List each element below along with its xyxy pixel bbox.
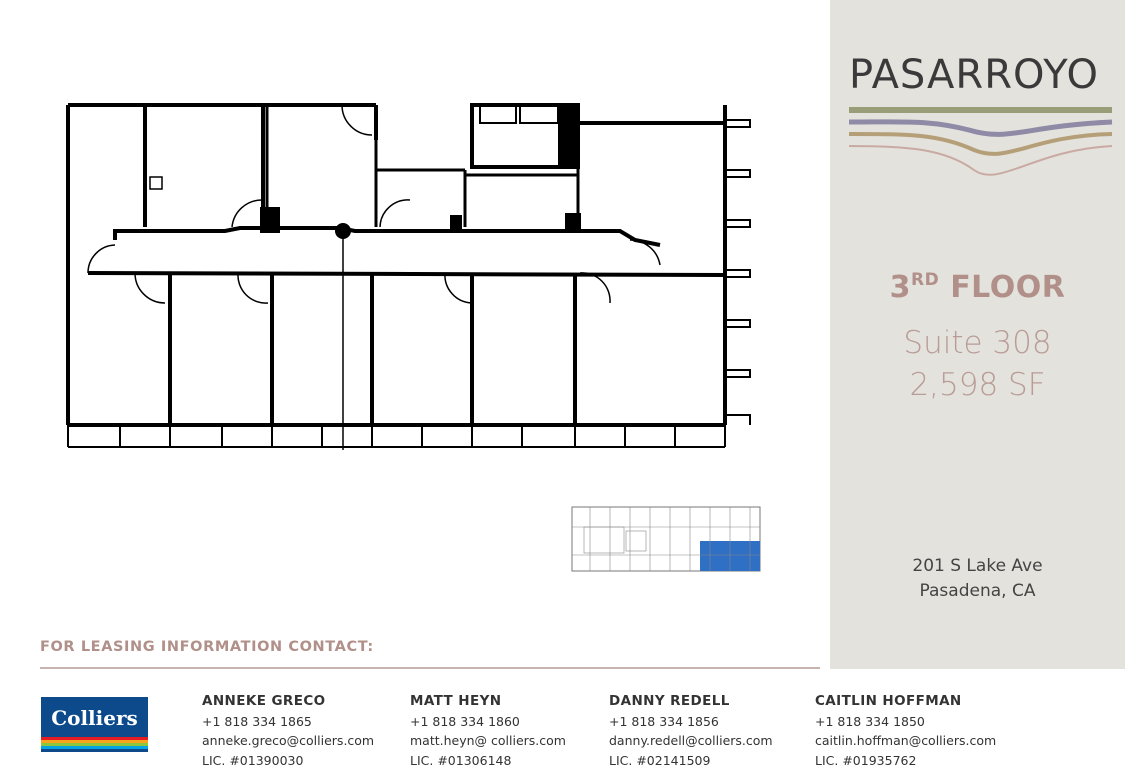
floor-plan-drawing [60, 95, 760, 455]
contact-name: MATT HEYN [410, 693, 502, 709]
floor-title [830, 270, 1125, 305]
contact-card [410, 692, 566, 770]
floor-level: 3 [889, 270, 912, 305]
contact-phone[interactable]: +1 818 334 1850 [815, 713, 925, 729]
contact-heading: FOR LEASING INFORMATION CONTACT: [40, 639, 374, 655]
contact-license: LIC. #01935762 [815, 752, 917, 768]
contact-license: LIC. #01306148 [410, 752, 512, 768]
contact-email[interactable]: matt.heyn@ colliers.com [410, 733, 566, 748]
contact-email[interactable]: caitlin.hoffman@colliers.com [815, 733, 997, 748]
key-plan-thumbnail [570, 505, 765, 575]
suite-number: Suite 308 [903, 325, 1052, 361]
logo-stripe [41, 746, 148, 749]
colliers-logo-text: Colliers [51, 706, 138, 730]
colliers-logo [41, 697, 148, 752]
contact-phone[interactable]: +1 818 334 1860 [410, 713, 520, 729]
contact-card [202, 692, 374, 770]
contact-email[interactable]: anneke.greco@colliers.com [202, 733, 375, 748]
contact-name: ANNEKE GRECO [202, 693, 326, 709]
contact-card [815, 692, 996, 770]
contact-name: DANNY REDELL [609, 693, 730, 709]
brand-logo-waves [849, 100, 1114, 190]
contact-name: CAITLIN HOFFMAN [815, 693, 962, 709]
brand-logo-text: PASARROYO [849, 52, 1100, 98]
property-address [830, 554, 1125, 604]
contact-license: LIC. #02141509 [609, 752, 711, 768]
suite-info [830, 322, 1125, 406]
contact-divider [40, 667, 820, 669]
floor-label: FLOOR [950, 270, 1066, 305]
address-street: 201 S Lake Ave [912, 556, 1043, 576]
suite-area: 2,598 SF [909, 367, 1046, 403]
contact-license: LIC. #01390030 [202, 752, 304, 768]
contact-card [609, 692, 773, 770]
contact-phone[interactable]: +1 818 334 1856 [609, 713, 719, 729]
contact-phone[interactable]: +1 818 334 1865 [202, 713, 312, 729]
contact-email[interactable]: danny.redell@colliers.com [609, 733, 773, 748]
address-city: Pasadena, CA [919, 581, 1036, 601]
floor-level-suffix: RD [911, 270, 940, 290]
